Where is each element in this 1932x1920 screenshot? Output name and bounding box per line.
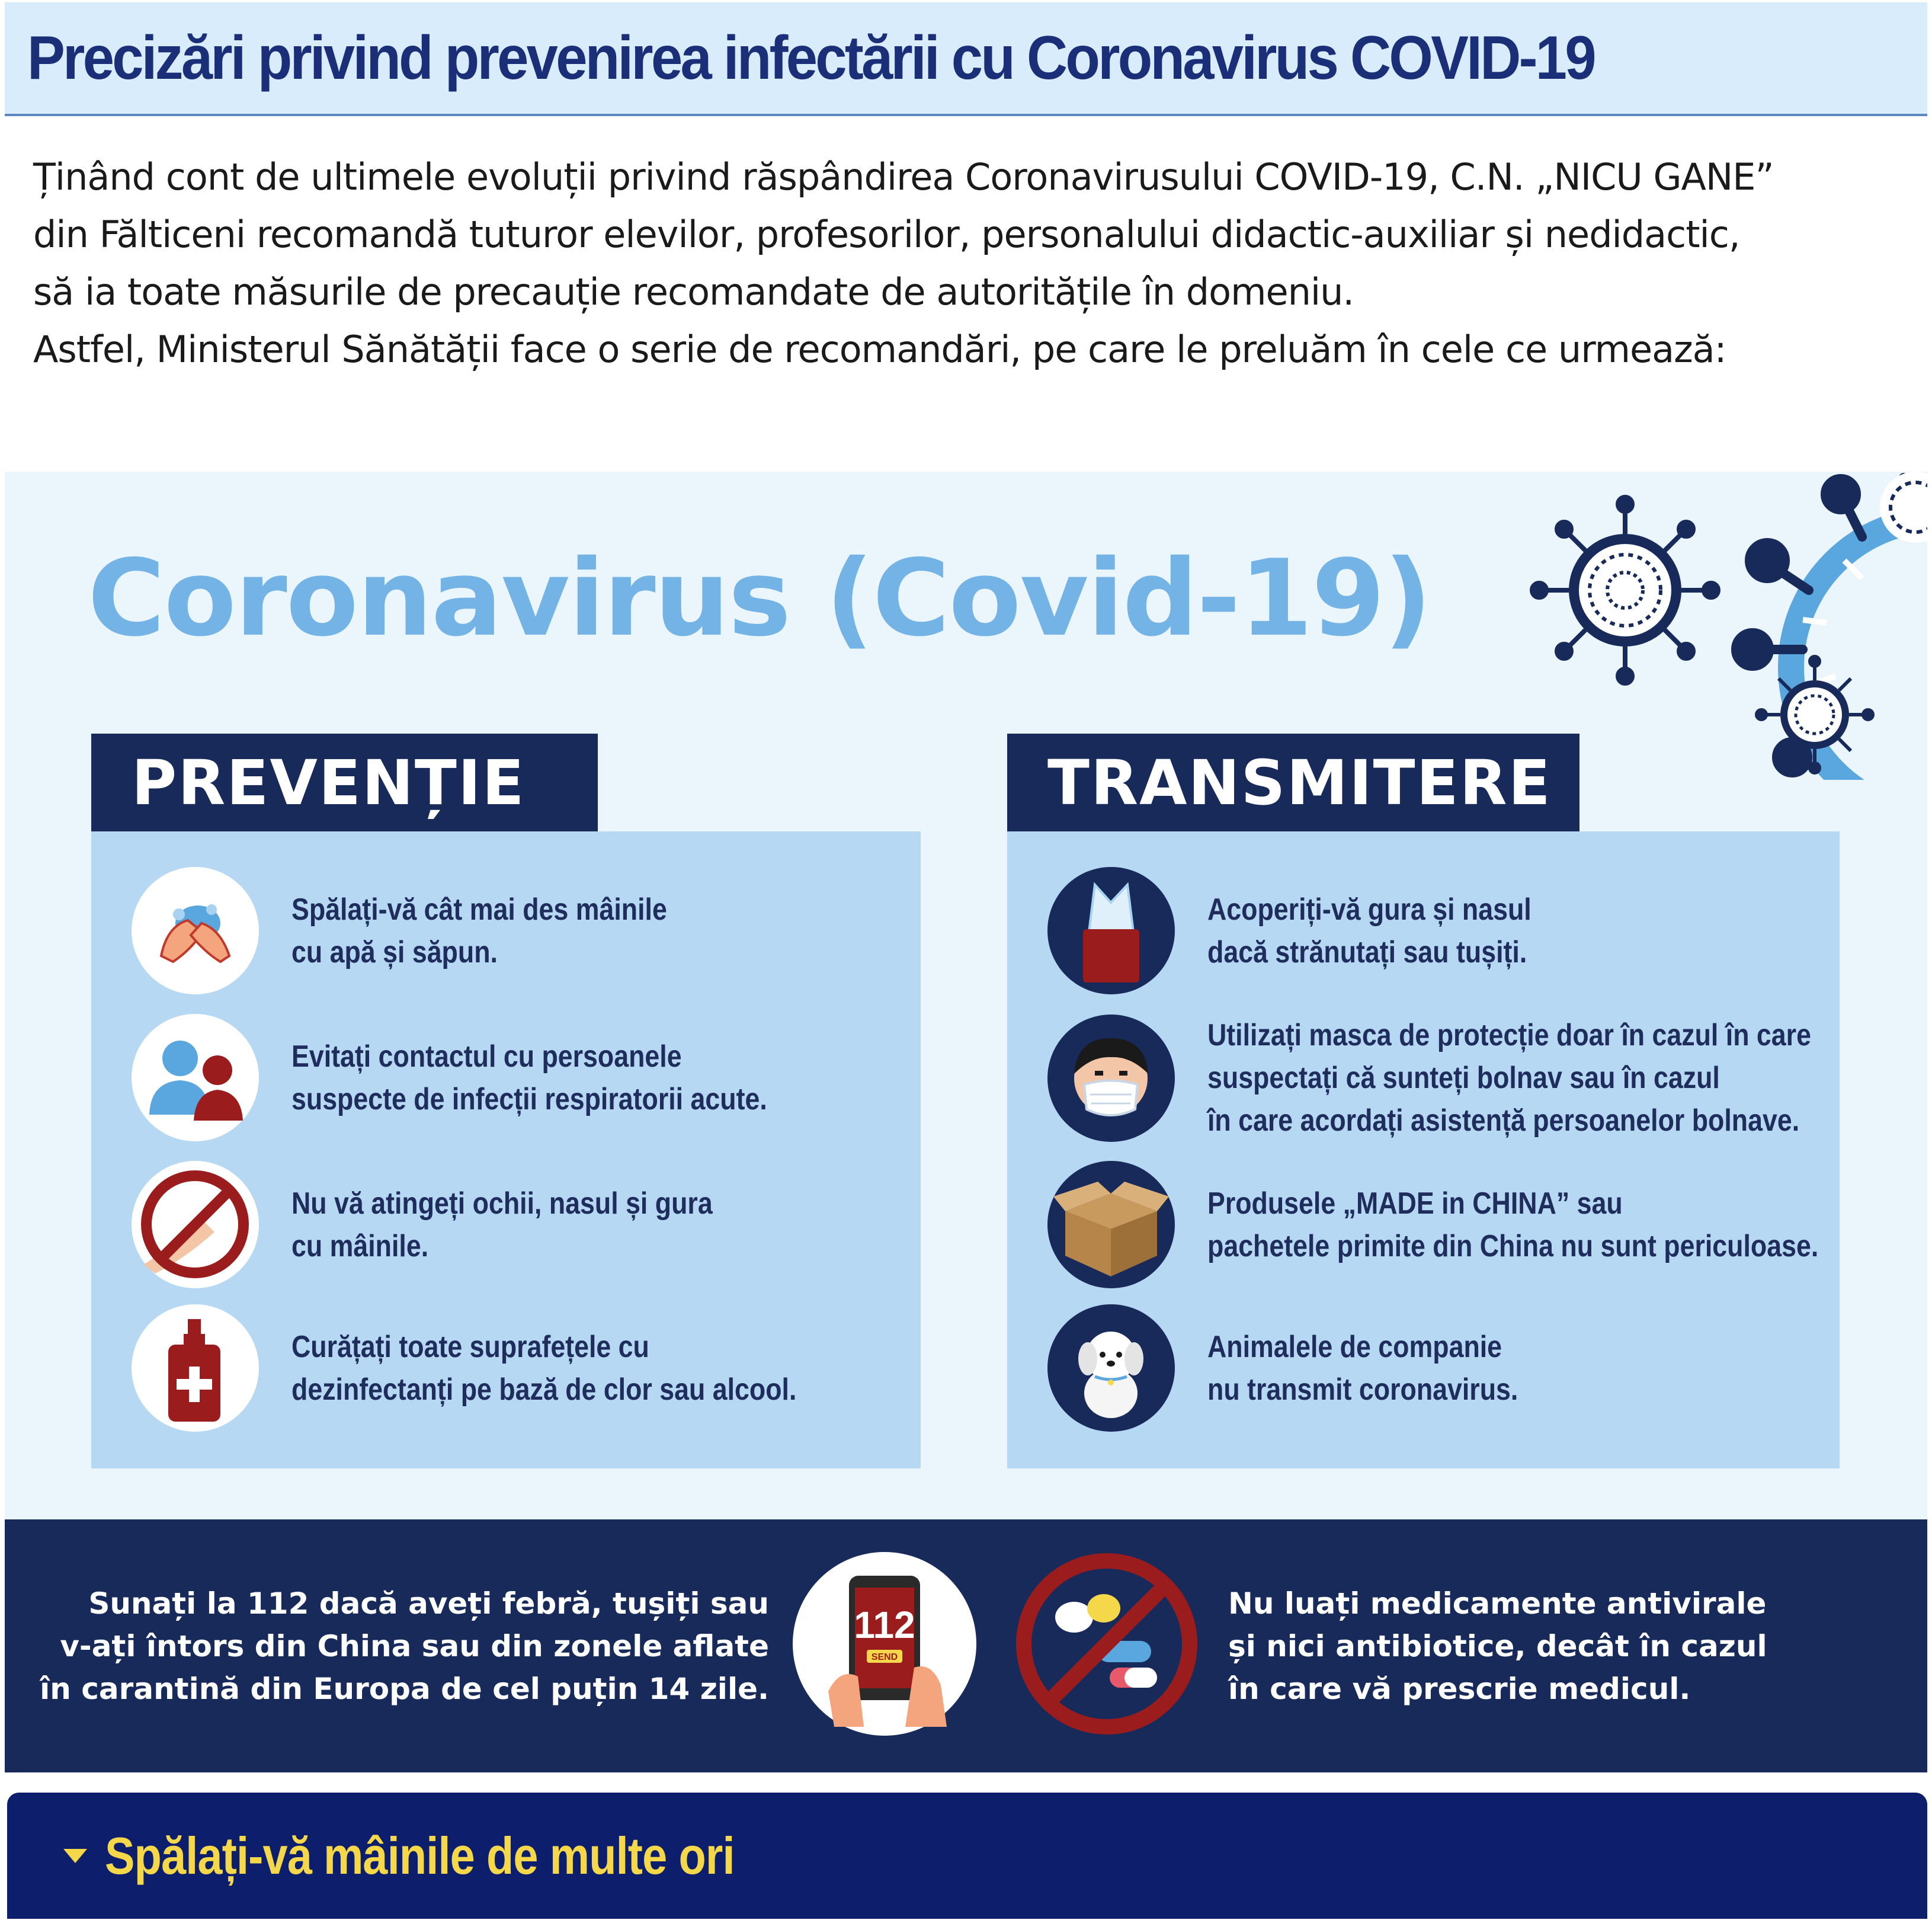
item-line: pachetele primite din China nu sunt periculoase. xyxy=(1207,1228,1819,1263)
phone-number: 112 xyxy=(854,1604,915,1646)
package-box-icon xyxy=(1047,1161,1175,1288)
infographic-title: Coronavirus (Covid-19) xyxy=(88,537,1431,660)
intro-line: Ținând cont de ultimele evoluții privind răspândirea Coronavirusului COVID-19, C.N. „NICU GANE” xyxy=(33,155,1774,199)
phone-112-icon xyxy=(793,1549,982,1745)
band-line: v-ați întors din China sau din zonele aflate xyxy=(60,1628,769,1663)
prevention-item xyxy=(132,1161,781,1288)
people-contact-icon xyxy=(132,1014,259,1141)
transmission-item xyxy=(1047,867,1584,994)
tissue-box-icon xyxy=(1047,867,1175,994)
accordion-label[interactable]: Spălați-vă mâinile de multe ori xyxy=(105,1826,735,1885)
hand-washing-icon xyxy=(132,867,259,994)
item-line: Produsele „MADE in CHINA” sau xyxy=(1207,1186,1623,1221)
disinfectant-bottle-icon xyxy=(132,1304,259,1432)
item-line: Nu vă atingeți ochii, nasul și gura xyxy=(291,1186,713,1221)
item-line: Evitați contactul cu persoanele xyxy=(291,1039,682,1074)
item-line: suspectați că sunteți bolnav sau în cazul xyxy=(1207,1061,1720,1095)
no-medicine-icon xyxy=(1009,1546,1204,1742)
item-line: nu transmit coronavirus. xyxy=(1207,1372,1518,1407)
band-line: în care vă prescrie medicul. xyxy=(1228,1671,1691,1706)
item-line: dacă strănutați sau tușiți. xyxy=(1207,935,1527,969)
item-line: cu mâinile. xyxy=(291,1228,429,1263)
item-line: cu apă și săpun. xyxy=(291,935,498,969)
prevention-heading: PREVENȚIE xyxy=(91,734,598,831)
transmission-heading: TRANSMITERE xyxy=(1007,734,1579,831)
transmission-item xyxy=(1047,1304,1569,1432)
band-line: și nici antibiotice, decât în cazul xyxy=(1228,1628,1767,1663)
page-header xyxy=(5,2,1927,116)
page-title: Precizări privind prevenirea infectării cu Coronavirus COVID-19 xyxy=(27,23,1594,92)
item-line: dezinfectanți pe bază de clor sau alcool. xyxy=(291,1372,797,1407)
transmission-panel xyxy=(1007,831,1840,1468)
transmission-item xyxy=(1047,1161,1918,1288)
transmission-item xyxy=(1047,1014,1909,1142)
covid-infographic xyxy=(5,472,1927,1772)
band-line: Sunați la 112 dacă aveți febră, tușiți sau xyxy=(88,1586,769,1621)
item-line: Curățați toate suprafețele cu xyxy=(291,1329,649,1364)
phone-send-label: SEND xyxy=(871,1652,898,1662)
call-112-text xyxy=(5,1519,769,1772)
prevention-item xyxy=(132,867,728,994)
item-line: Acoperiți-vă gura și nasul xyxy=(1207,892,1531,927)
intro-line: din Fălticeni recomandă tuturor elevilor, profesorilor, personalului didactic-auxiliar și nedidactic, xyxy=(33,213,1740,256)
intro-text xyxy=(33,148,1911,378)
intro-line: Astfel, Ministerul Sănătății face o serie de recomandări, pe care le preluăm în cele ce urmează: xyxy=(33,328,1726,371)
item-line: suspecte de infecții respiratorii acute. xyxy=(291,1081,767,1116)
prevention-panel xyxy=(91,831,921,1468)
pet-dog-icon xyxy=(1047,1304,1175,1432)
band-line: în carantină din Europa de cel puțin 14 zile. xyxy=(40,1671,769,1706)
prevention-item xyxy=(132,1014,844,1141)
caret-down-icon[interactable] xyxy=(63,1849,87,1863)
prevention-item xyxy=(132,1304,879,1432)
face-mask-icon xyxy=(1047,1015,1175,1142)
item-line: Animalele de companie xyxy=(1207,1329,1502,1364)
band-line: Nu luați medicamente antivirale xyxy=(1228,1586,1767,1621)
intro-line: să ia toate măsurile de precauție recomandate de autoritățile în domeniu. xyxy=(33,270,1354,313)
warning-band xyxy=(5,1519,1927,1772)
accordion-wash-hands[interactable] xyxy=(7,1793,1927,1919)
item-line: Utilizați masca de protecție doar în cazul în care xyxy=(1207,1018,1811,1052)
item-line: în care acordați asistență persoanelor bolnave. xyxy=(1207,1103,1800,1138)
no-touch-face-icon xyxy=(132,1161,259,1288)
no-medicine-text xyxy=(1228,1519,1767,1772)
item-line: Spălați-vă cât mai des mâinile xyxy=(291,892,667,927)
